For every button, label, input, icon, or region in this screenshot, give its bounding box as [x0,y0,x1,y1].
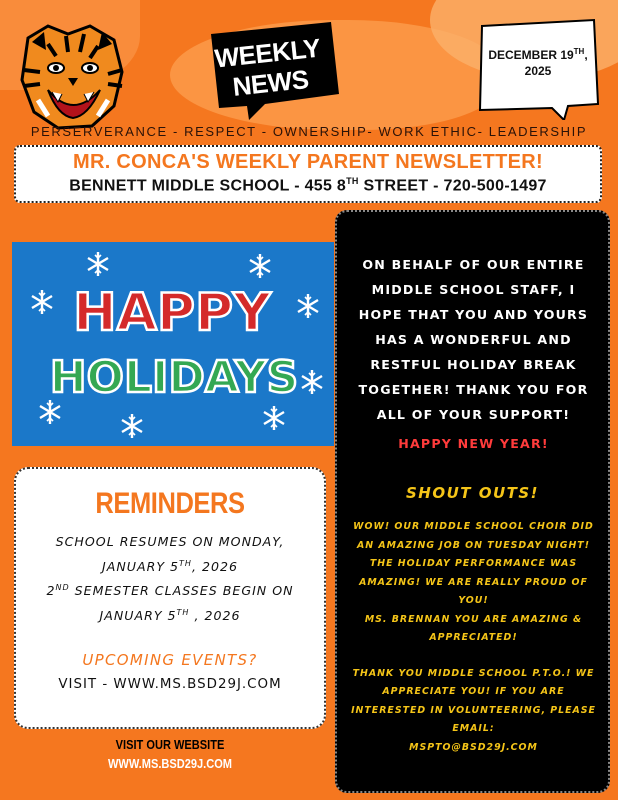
bubble-line1: WEEKLY [213,32,322,74]
message-text: ON BEHALF OF OUR ENTIRE MIDDLE SCHOOL STAFF, I HOPE THAT YOU AND YOURS HAS A WONDERFUL AND RESTFUL HOLIDAY BREAK TOGETHER! THANK YOU FOR ALL OF YOUR SUPPORT! [358,257,589,422]
visit-website-link[interactable]: VISIT - WWW.MS.BSD29J.COM [58,676,282,692]
holidays-word: HOLIDAYS [49,352,299,403]
reminder-line: SCHOOL RESUMES ON MONDAY, [55,534,285,549]
date-badge: DECEMBER 19TH, 2025 [472,16,604,120]
date-year: 2025 [524,64,552,78]
newsletter-title: MR. CONCA'S WEEKLY PARENT NEWSLETTER! [73,151,543,173]
date-month-day: DECEMBER 19 [488,48,574,62]
reminders-box [14,467,326,729]
new-year-greeting: HAPPY NEW YEAR! [398,436,549,451]
newsletter-title-box [14,145,602,203]
principal-message [347,252,600,456]
shout-outs-text [347,518,600,774]
tiger-mascot-logo [18,20,128,132]
address-part2: STREET - 720-500-1497 [358,177,547,195]
reminder-line: JANUARY 5TH , 2026 [99,607,241,624]
shout-choir: WOW! OUR MIDDLE SCHOOL CHOIR DID AN AMAZING JOB ON TUESDAY NIGHT! THE HOLIDAY PERFORMANCE WAS AMAZING! WE ARE REALLY PROUD OF YOU! [353,521,594,606]
reminder-line: JANUARY 5TH, 2026 [101,558,238,574]
upcoming-events-heading: UPCOMING EVENTS? [82,650,258,669]
address-part1: BENNETT MIDDLE SCHOOL - 455 8 [69,177,347,195]
shout-pto: THANK YOU MIDDLE SCHOOL P.T.O.! WE APPRECIATE YOU! IF YOU ARE INTERESTED IN VOLUNTEERING, PLEASE EMAIL: [351,667,596,734]
reminder-line: 2ND SEMESTER CLASSES BEGIN ON [46,583,294,599]
happy-holidays-image [12,242,334,446]
happy-word: HAPPY [73,283,271,343]
school-address [16,176,600,195]
school-values-motto: PERSERVERANCE - RESPECT - OWNERSHIP- WORK ETHIC- LEADERSHIP [30,124,588,139]
date-suffix: TH [573,47,585,56]
visit-website-label: VISIT OUR WEBSITE [115,737,225,752]
website-url-link[interactable]: WWW.MS.BSD29J.COM [107,756,233,771]
bubble-line2: NEWS [231,64,310,102]
website-footer [14,737,326,771]
reminders-title: REMINDERS [95,487,245,520]
weekly-news-bubble [205,20,345,120]
address-sup: TH [346,176,359,186]
shout-outs-title: SHOUT OUTS! [405,484,540,502]
pto-email: MSPTO@BSD29J.COM [409,741,538,753]
shout-brennan: MS. BRENNAN YOU ARE AMAZING & APPRECIATED! [364,613,583,643]
message-panel [335,210,610,793]
